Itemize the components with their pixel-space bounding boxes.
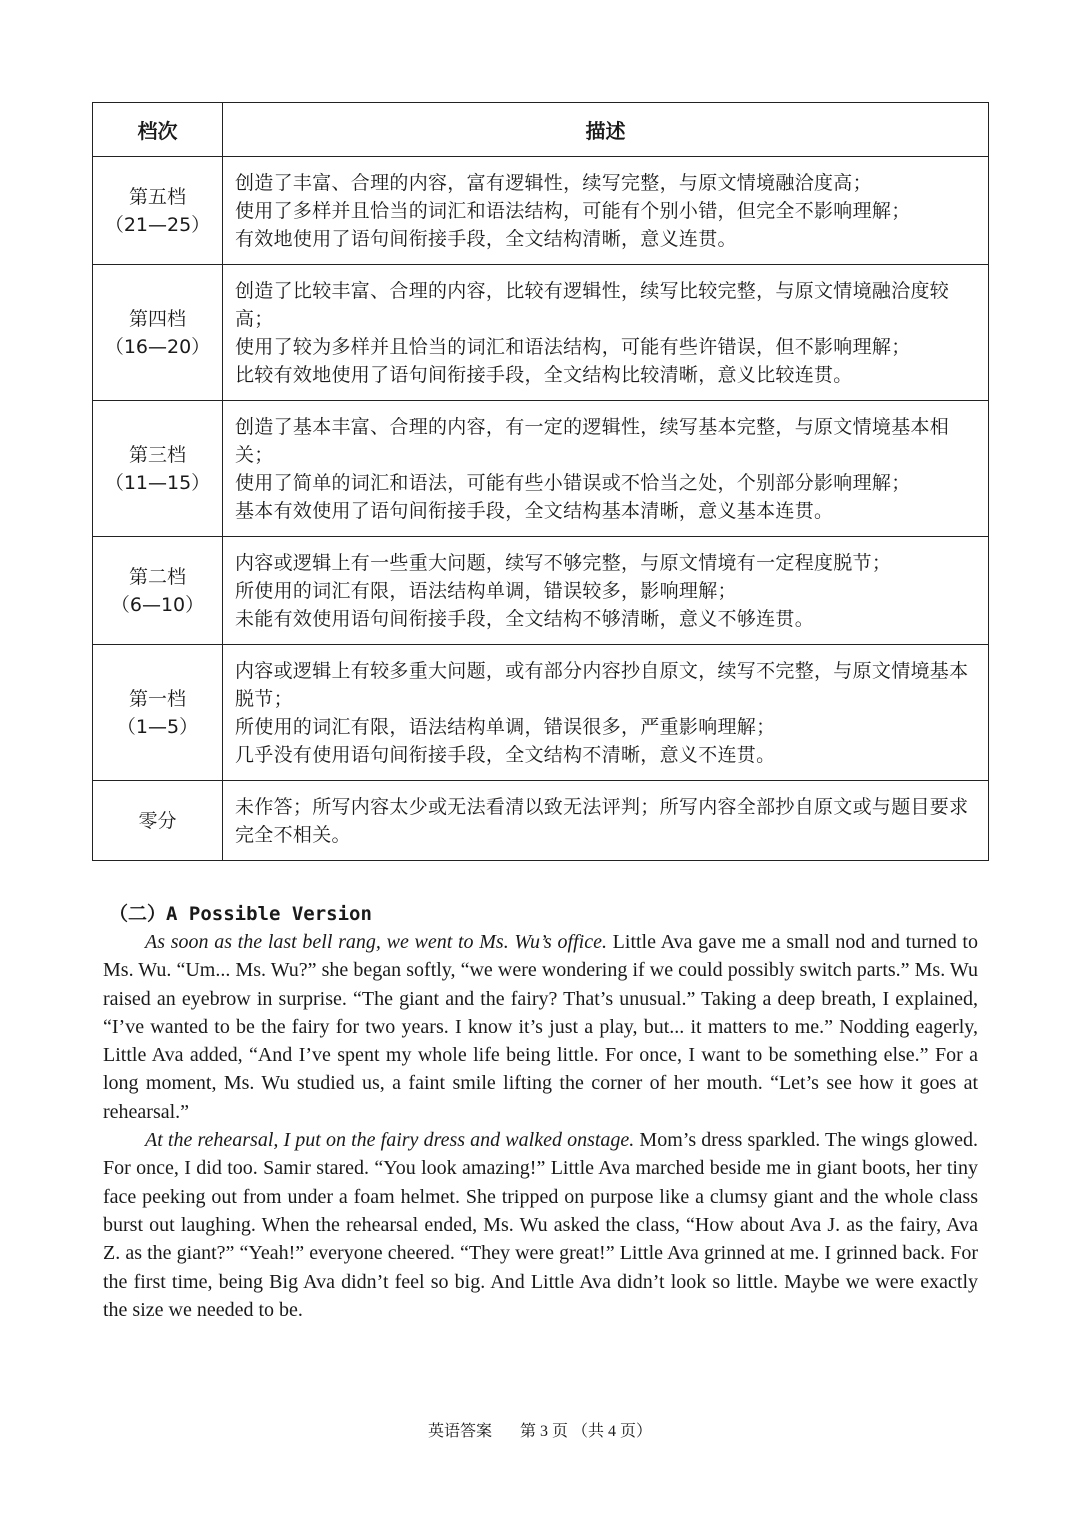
scoring-rubric-table bbox=[92, 102, 989, 861]
level-cell bbox=[93, 265, 223, 401]
footer-subject: 英语答案 bbox=[427, 1423, 492, 1440]
description-cell bbox=[223, 781, 989, 861]
paragraph-2-lead-sentence: At the rehearsal, I put on the fairy dress and walked onstage. bbox=[145, 1129, 635, 1152]
description-cell bbox=[223, 157, 989, 265]
level-name: 零分 bbox=[138, 809, 177, 832]
level-name: 第四档 bbox=[128, 307, 186, 330]
description-line: 创造了比较丰富、合理的内容，比较有逻辑性，续写比较完整，与原文情境融洽度较高； bbox=[235, 279, 950, 330]
paragraph-1-body: Little Ava gave me a small nod and turned to Ms. Wu. “Um... Ms. Wu?” she began softly, “we were wondering if we could possibly switch parts.” Ms. Wu raised an eyebrow in surprise. “The giant and the fairy? That’s unusual.” Taking a deep breath, I explained, “I’ve wanted to be the fairy for two years. I know it’s just a play, but... it matters to me.” Nodding eagerly, Little Ava added, “And I’ve spent my whole life being little. For once, I want to be something else.” For a long moment, Ms. Wu studied us, a faint smile lifting the corner of her mouth. “Let’s see how it goes at rehearsal.” bbox=[103, 931, 978, 1123]
description-cell bbox=[223, 401, 989, 537]
description-line: 几乎没有使用语句间衔接手段，全文结构不清晰，意义不连贯。 bbox=[235, 743, 776, 766]
table-row bbox=[93, 265, 989, 401]
description-line: 内容或逻辑上有较多重大问题，或有部分内容抄自原文，续写不完整，与原文情境基本脱节； bbox=[235, 659, 969, 710]
level-cell bbox=[93, 645, 223, 781]
paragraph-1 bbox=[103, 928, 978, 1126]
paragraph-1-lead-sentence: As soon as the last bell rang, we went to Ms. Wu’s office. bbox=[145, 931, 607, 953]
level-cell bbox=[93, 157, 223, 265]
level-range: （6—10） bbox=[110, 593, 205, 616]
description-line: 创造了基本丰富、合理的内容，有一定的逻辑性，续写基本完整，与原文情境基本相关； bbox=[235, 415, 950, 466]
level-name: 第一档 bbox=[128, 687, 186, 710]
level-range: （11—15） bbox=[104, 471, 211, 494]
description-line: 内容或逻辑上有一些重大问题，续写不够完整，与原文情境有一定程度脱节； bbox=[235, 551, 892, 574]
paragraph-2 bbox=[103, 1126, 978, 1324]
table-row bbox=[93, 781, 989, 861]
description-cell bbox=[223, 265, 989, 401]
table-row bbox=[93, 645, 989, 781]
header-description: 描述 bbox=[223, 103, 989, 157]
description-line: 比较有效地使用了语句间衔接手段，全文结构比较清晰，意义比较连贯。 bbox=[235, 363, 853, 386]
description-line: 使用了较为多样并且恰当的词汇和语法结构，可能有些许错误，但不影响理解； bbox=[235, 335, 911, 358]
level-name: 第三档 bbox=[128, 443, 186, 466]
description-cell bbox=[223, 645, 989, 781]
possible-version-section bbox=[103, 900, 978, 1324]
level-cell bbox=[93, 537, 223, 645]
table-header-row bbox=[93, 103, 989, 157]
page-footer bbox=[0, 1418, 1080, 1441]
footer-page-number: 第 3 页 （共 4 页） bbox=[520, 1423, 653, 1440]
description-line: 所使用的词汇有限，语法结构单调，错误很多，严重影响理解； bbox=[235, 715, 776, 738]
table-row bbox=[93, 401, 989, 537]
level-cell bbox=[93, 401, 223, 537]
description-line: 创造了丰富、合理的内容，富有逻辑性，续写完整，与原文情境融洽度高； bbox=[235, 171, 872, 194]
level-range: （21—25） bbox=[104, 213, 211, 236]
level-range: （16—20） bbox=[104, 335, 211, 358]
description-line: 未能有效使用语句间衔接手段，全文结构不够清晰，意义不够连贯。 bbox=[235, 607, 815, 630]
description-line: 未作答；所写内容太少或无法看清以致无法评判；所写内容全部抄自原文或与题目要求完全不相关。 bbox=[235, 795, 969, 846]
description-line: 基本有效使用了语句间衔接手段，全文结构基本清晰，意义基本连贯。 bbox=[235, 499, 834, 522]
level-name: 第五档 bbox=[128, 185, 186, 208]
description-line: 有效地使用了语句间衔接手段，全文结构清晰，意义连贯。 bbox=[235, 227, 737, 250]
paragraph-2-body: Mom’s dress sparkled. The wings glowed. For once, I did too. Samir stared. “You look amazing!” Little Ava marched beside me in giant boots, her tiny face peeking out from under a foam helmet. She tripped on purpose like a clumsy giant and the whole class burst out laughing. When the rehearsal ended, Ms. Wu asked the class, “How about Ava J. as the fairy, Ava Z. as the giant?” “Yeah!” everyone cheered. “They were great!” Little Ava grinned at me. I grinned back. For the first time, being Big Ava didn’t feel so big. And Little Ava didn’t look so little. Maybe we were exactly the size we needed to be. bbox=[103, 1129, 978, 1321]
header-level: 档次 bbox=[93, 103, 223, 157]
description-line: 所使用的词汇有限，语法结构单调，错误较多，影响理解； bbox=[235, 579, 737, 602]
table-row bbox=[93, 537, 989, 645]
table-row bbox=[93, 157, 989, 265]
description-cell bbox=[223, 537, 989, 645]
description-line: 使用了简单的词汇和语法，可能有些小错误或不恰当之处，个别部分影响理解； bbox=[235, 471, 911, 494]
section-title: （二）A Possible Version bbox=[109, 903, 372, 925]
description-line: 使用了多样并且恰当的词汇和语法结构，可能有个别小错，但完全不影响理解； bbox=[235, 199, 911, 222]
level-name: 第二档 bbox=[128, 565, 186, 588]
level-cell bbox=[93, 781, 223, 861]
level-range: （1—5） bbox=[116, 715, 199, 738]
